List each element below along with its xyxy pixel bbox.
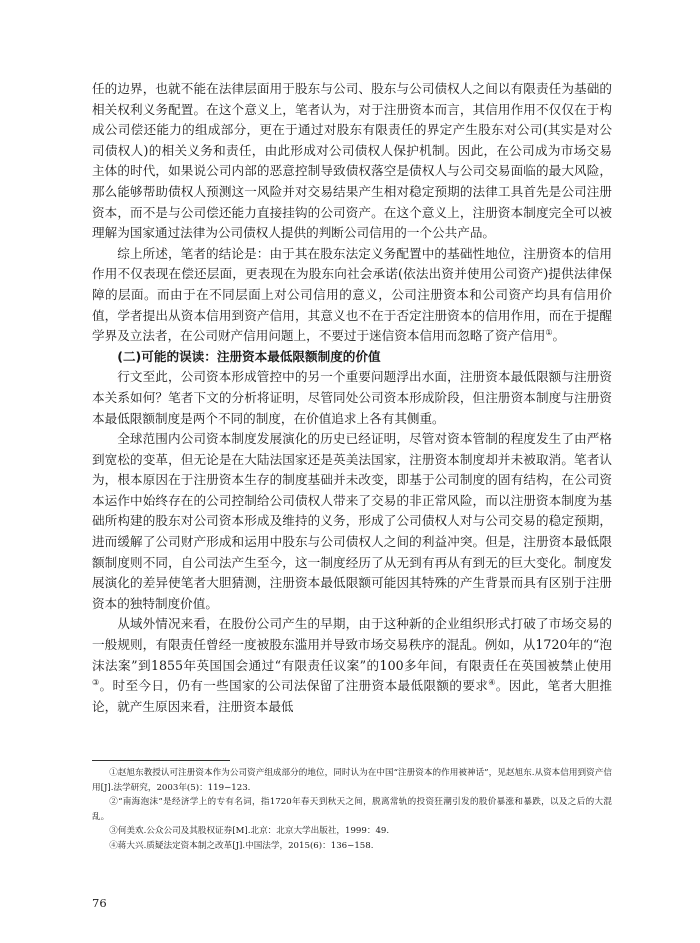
paragraph-text: 全球范围内公司资本制度发展演化的历史已经证明，尽管对资本管制的程度发生了由严格到宽松的变革，但无论是在大陆法国家还是英美法国家，注册资本制度却并未被取消。笔者认为，根本原因在于注册资本生存的制度基础并未改变，即基于公司制度的固有结构，在公司资本运作中始终存在的公司控制给公司债权人带来了交易的非正常风险，而以注册资本制度为基础所构建的股东对公司资本形成及维持的义务，形成了公司债权人对与公司交易的稳定预期，进而缓解了公司财产形成和运用中股东与公司债权人之间的利益冲突。但是，注册资本最低限额制度则不同，自公司法产生至今，这一制度经历了从无到有再从有到无的巨大变化。制度发展演化的差异使笔者大胆猜测，注册资本最低限额可能因其特殊的产生背景而具有区别于注册资本的独特制度价值。 bbox=[92, 431, 612, 611]
paragraph-text: 从域外情况来看，在股份公司产生的早期，由于这种新的企业组织形式打破了市场交易的一般规则，有限责任曾经一度被股东滥用并导致市场交易秩序的混乱。例如，从1720年的“泡沫法案”到1855年英国国会通过“有限责任议案”的100多年间，有限责任在英国被禁止使用 bbox=[92, 616, 612, 673]
footnote-ref[interactable]: ① bbox=[545, 327, 553, 337]
footnote-ref[interactable]: ④ bbox=[488, 678, 496, 688]
paragraph bbox=[92, 614, 612, 717]
section-heading: (二)可能的误读：注册资本最低限额制度的价值 bbox=[117, 348, 381, 364]
paragraph bbox=[92, 429, 612, 614]
footnote-item: ②“南海泡沫”是经济学上的专有名词，指1720年春天到秋天之间，脱离常轨的投资狂潮引发的股价暴涨和暴跌，以及之后的大混乱。 bbox=[92, 797, 612, 822]
paragraph bbox=[92, 79, 612, 244]
paragraph-text: 综上所述，笔者的结论是：由于其在股东法定义务配置中的基础性地位，注册资本的信用作用不仅表现在偿还层面，更表现在为股东向社会承诺(依法出资并使用公司资产)提供法律保障的层面。而由于在不同层面上对公司信用的意义，公司注册资本和公司资产均具有信用价值，学者提出从资本信用到资产信用，其意义也不在于否定注册资本的信用作用，而在于提醒学界及立法者，在公司财产信用问题上，不要过于迷信资本信用而忽略了资产信用 bbox=[92, 245, 612, 344]
footnote-divider bbox=[92, 760, 230, 761]
footnote-item: ①赵旭东教授认可注册资本作为公司资产组成部分的地位，同时认为在中国“注册资本的作用被神话”，见赵旭东.从资本信用到资产信用[J].法学研究，2003年(5)：119−123. bbox=[92, 768, 612, 793]
paragraph-text: 任的边界，也就不能在法律层面用于股东与公司、股东与公司债权人之间以有限责任为基础的相关权利义务配置。在这个意义上，笔者认为，对于注册资本而言，其信用作用不仅仅在于构成公司偿还能力的组成部分，更在于通过对股东有限责任的界定产生股东对公司(其实是对公司债权人)的相关义务和责任，由此形成对公司债权人保护机制。因此，在公司成为市场交易主体的时代，如果说公司内部的恶意控制导致债权落空是债权人与公司交易面临的最大风险，那么能够帮助债权人预测这一风险并对交易结果产生相对稳定预期的法律工具首先是公司注册资本，而不是与公司偿还能力直接挂钩的公司资产。在这个意义上，注册资本制度完全可以被理解为国家通过法律为公司债权人提供的判断公司信用的一个公共产品。 bbox=[92, 81, 612, 241]
paragraph bbox=[92, 244, 612, 347]
paragraph-tail: 。时至今日，仍有一些国家的公司法保留了注册资本最低限额的要求 bbox=[99, 678, 489, 694]
paragraph-text: 行文至此，公司资本形成管控中的另一个重要问题浮出水面，注册资本最低限额与注册资本关系如何？笔者下文的分析将证明，尽管同处公司资本形成阶段，但注册资本制度与注册资本最低限额制度是两个不同的制度，在价值追求上各有其侧重。 bbox=[92, 369, 612, 426]
paragraph-tail: 。因此，笔者大胆推论，就产生原因来看，注册资本最低 bbox=[92, 678, 613, 714]
footnote-item: ④蒋大兴.质疑法定资本制之改革[J].中国法学，2015(6)：136−158. bbox=[109, 840, 374, 851]
paragraph-tail: 。 bbox=[552, 328, 566, 344]
footnote-ref[interactable]: ③ bbox=[92, 678, 100, 688]
footnotes bbox=[92, 766, 612, 853]
article-body bbox=[92, 79, 612, 717]
paragraph bbox=[92, 367, 612, 429]
footnote-item: ③何美欢.公众公司及其股权证券[M].北京：北京大学出版社，1999：49. bbox=[109, 826, 390, 836]
page-number: 76 bbox=[92, 896, 107, 910]
